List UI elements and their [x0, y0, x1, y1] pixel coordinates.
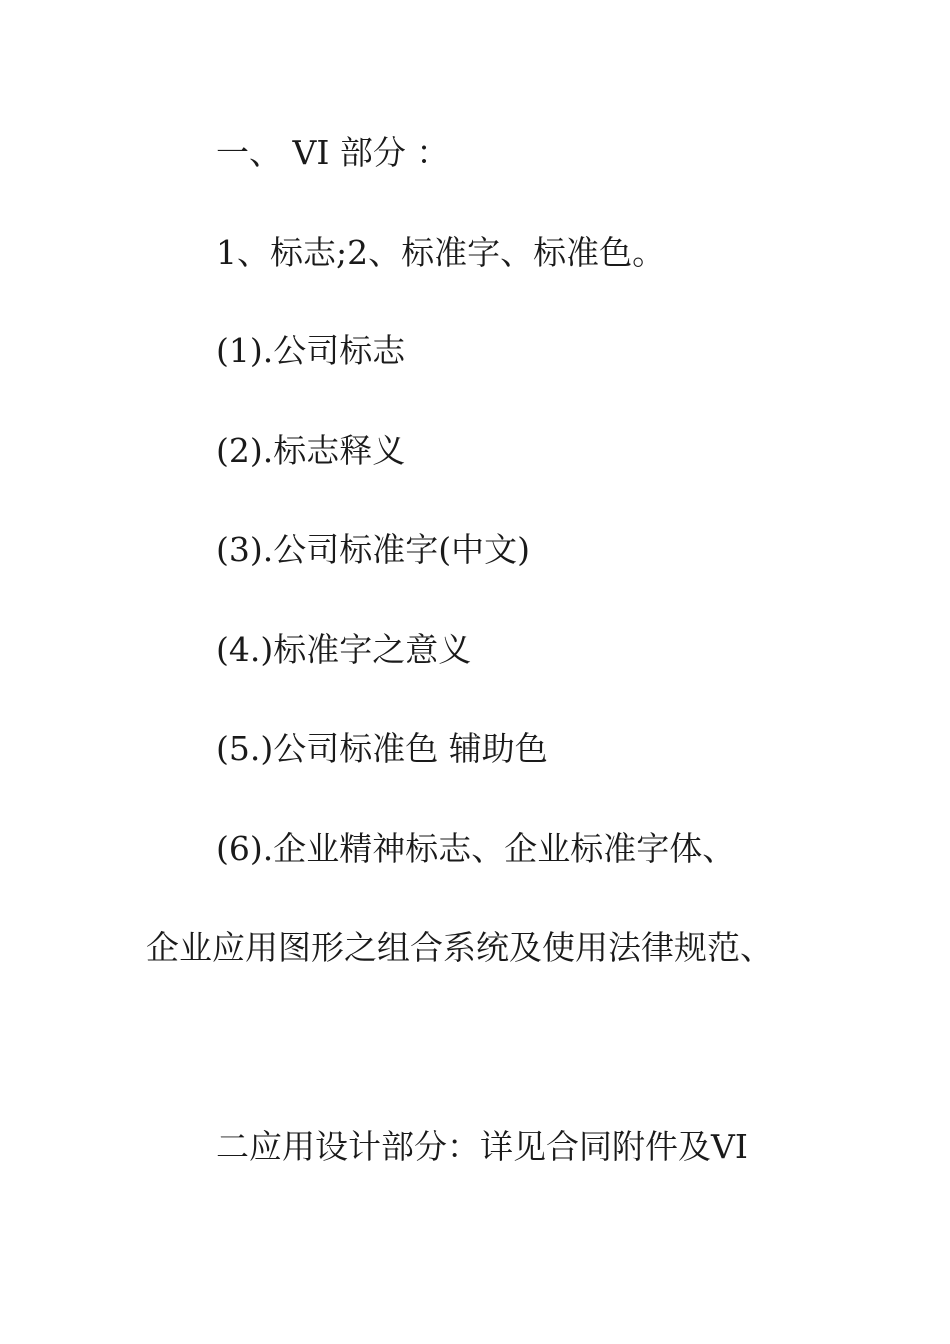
list-item: (6).企业精神标志、企业标准字体、	[216, 829, 736, 868]
section-heading-vi: 一、 VI 部分 ：	[216, 133, 450, 172]
list-item: (3).公司标准字(中文)	[216, 530, 530, 569]
list-item: (1).公司标志	[216, 331, 406, 370]
list-item: (2).标志释义	[216, 431, 406, 470]
list-item: (5.)公司标准色 辅助色	[216, 729, 548, 768]
paragraph-line: 1、标志;2、标准字、标准色。	[216, 233, 666, 272]
section-heading-application: 二应用设计部分：详见合同附件及VI	[216, 1127, 748, 1166]
list-item-continuation: 企业应用图形之组合系统及使用法律规范、	[146, 928, 773, 967]
list-item: (4.)标准字之意义	[216, 630, 472, 669]
